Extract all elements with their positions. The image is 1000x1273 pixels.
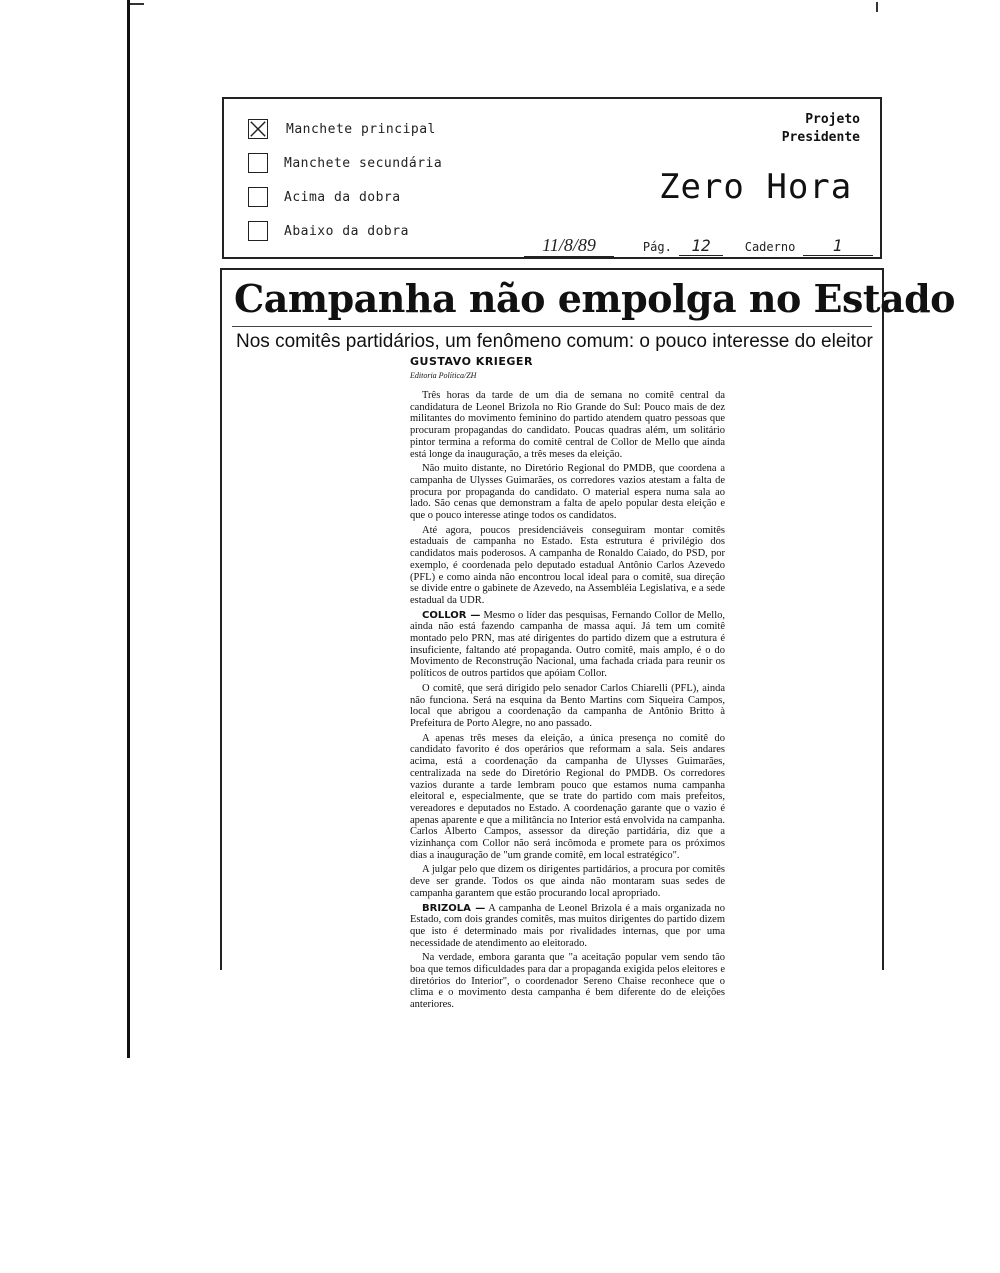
clipping-form (222, 97, 882, 259)
paragraph-text: A campanha de Leonel Brizola é a mais organizada no Estado, com dois grandes comitês, mas muitos dirigentes do partido dizem que isto é determinado mais por rivalidades internas, que por uma necessidade de atendimento ao eleitorado. (410, 902, 726, 949)
paragraph-text: Três horas da tarde de um dia de semana no comitê central da candidatura de Leonel Brizola no Rio Grande do Sul: Pouco mais de dez militantes do movimento feminino do partido atendem quatro pessoas que procuram propagandas do candidato. Poucas quadras além, um solitário pintor termina a reforma do comitê central de Collor de Mello que ainda está longe da inauguração, a três meses da eleição. (410, 390, 725, 460)
scan-speck (130, 3, 144, 5)
checkmark-x-icon (249, 120, 267, 138)
paragraph (410, 525, 725, 607)
paragraph (410, 733, 725, 862)
project-line-2: Presidente (781, 130, 860, 145)
subheadline: Nos comitês partidários, um fenômeno comum: o pouco interesse do eleitor (236, 331, 873, 352)
headline-rule (232, 326, 872, 327)
byline: GUSTAVO KRIEGER (410, 355, 533, 368)
paragraph-text: A julgar pelo que dizem os dirigentes partidários, a procura por comitês deve ser grande. Todos os que ainda não montaram suas sedes de campanha garantem que estão procurando local apropriado. (410, 864, 725, 899)
paragraph (410, 864, 725, 899)
checkbox-label: Acima da dobra (284, 190, 401, 205)
paragraph (410, 390, 725, 460)
checkbox-label: Manchete secundária (284, 156, 443, 171)
newspaper-name: Zero Hora (659, 167, 853, 207)
caderno-label: Caderno (744, 240, 796, 254)
paragraph (410, 463, 725, 522)
section-lead: COLLOR — (422, 609, 481, 621)
section-lead: BRIZOLA — (422, 902, 486, 914)
project-label (782, 111, 860, 147)
headline: Campanha não empolga no Estado (234, 276, 956, 321)
page-label: Pág. (642, 240, 672, 254)
paragraph-text: O comitê, que será dirigido pelo senador Carlos Chiarelli (PFL), ainda não funciona. Será na esquina da Bento Martins com Siqueira Campos, local que abrigou a coordenação da campanha de Antônio Britto à Prefeitura de Porto Alegre, no ano passado. (410, 682, 725, 729)
date-value: 11/8/89 (542, 235, 596, 255)
paragraph-text: Até agora, poucos presidenciáveis conseguiram montar comitês estaduais de campanha no Estado. Esta estrutura é privilégio dos candidatos mais poderosos. A campanha de Ronaldo Caiado, do PSD, por exemplo, é coordenada pelo deputado estadual Antônio Carlos Azevedo (PFL) e como ainda não encontrou local ideal para o comitê, sua direção se divide entre o gabinete de Azevedo, na Assembléia Legislativa, e a sede estadual da UDR. (410, 524, 725, 606)
paragraph-text: Não muito distante, no Diretório Regional do PMDB, que coordena a campanha de Ulysses Guimarães, os corredores vazios atestam a falta de procura por propaganda do candidato. O material espera numa sala ao lado. São cenas que demonstram a falta de apelo popular desta eleição e que o pouco interesse atinge todos os candidatos. (410, 463, 725, 522)
paragraph (410, 610, 725, 680)
paragraph-text: A apenas três meses da eleição, a única presença no comitê do candidato favorito é dos operários que reformam a sala. Seis andares acima, está a coordenação da campanha de Ulysses Guimarães, centralizada na sede do Diretório Regional do PMDB. Os corredores vazios durante a tarde lembram pouco que estamos numa campanha eleitoral e, especialmente, que se trate do partido com mais prefeitos, vereadores e deputados no Estado. A coordenação garante que o vazio é apenas aparente e que a militância no Interior está envolvida na campanha. Carlos Alberto Campos, assessor da direção partidária, diz que a vizinhança com Collor não será incômoda e promete para os próximos dias a inauguração de "um grande comitê, em local estratégico". (410, 732, 725, 861)
paragraph-text: Mesmo o líder das pesquisas, Fernando Collor de Mello, ainda não está fazendo campanha de massa aqui. Já tem um comitê montado pelo PRN, mas até dirigentes do partido dizem que a estrutura é insuficiente, faltando até propaganda. Outro comitê, mais amplo, é o do Movimento de Reconstrução Nacional, uma fachada criada para reunir os políticos de outros partidos que apóiam Collor. (410, 609, 725, 680)
paragraph (410, 903, 725, 950)
paragraph (410, 683, 725, 730)
scan-speck (876, 2, 878, 12)
article-body (410, 390, 725, 1014)
paragraph (410, 952, 725, 1011)
checkbox-manchete-principal[interactable] (248, 119, 268, 139)
date-field (524, 235, 614, 257)
checkbox-label: Abaixo da dobra (284, 224, 409, 239)
editoria: Editoria Política/ZH (410, 371, 477, 380)
checkbox-acima-da-dobra[interactable] (248, 187, 268, 207)
project-line-1: Projeto (805, 112, 860, 127)
checkbox-label: Manchete principal (286, 122, 436, 137)
checkbox-manchete-secundaria[interactable] (248, 153, 268, 173)
caderno-value: 1 (803, 236, 873, 256)
paragraph-text: Na verdade, embora garanta que "a aceitação popular vem sendo tão boa que temos dificuldades para dar a propaganda exigida pelos eleitores e diretórios do Interior", o coordenador Sereno Chaise reconhece que o clima e o movimento desta campanha é bem diferente do de eleições anteriores. (410, 952, 725, 1011)
scan-margin-bar (127, 0, 130, 1058)
date-page-line (524, 235, 873, 257)
page-value: 12 (679, 236, 723, 256)
checkbox-abaixo-da-dobra[interactable] (248, 221, 268, 241)
